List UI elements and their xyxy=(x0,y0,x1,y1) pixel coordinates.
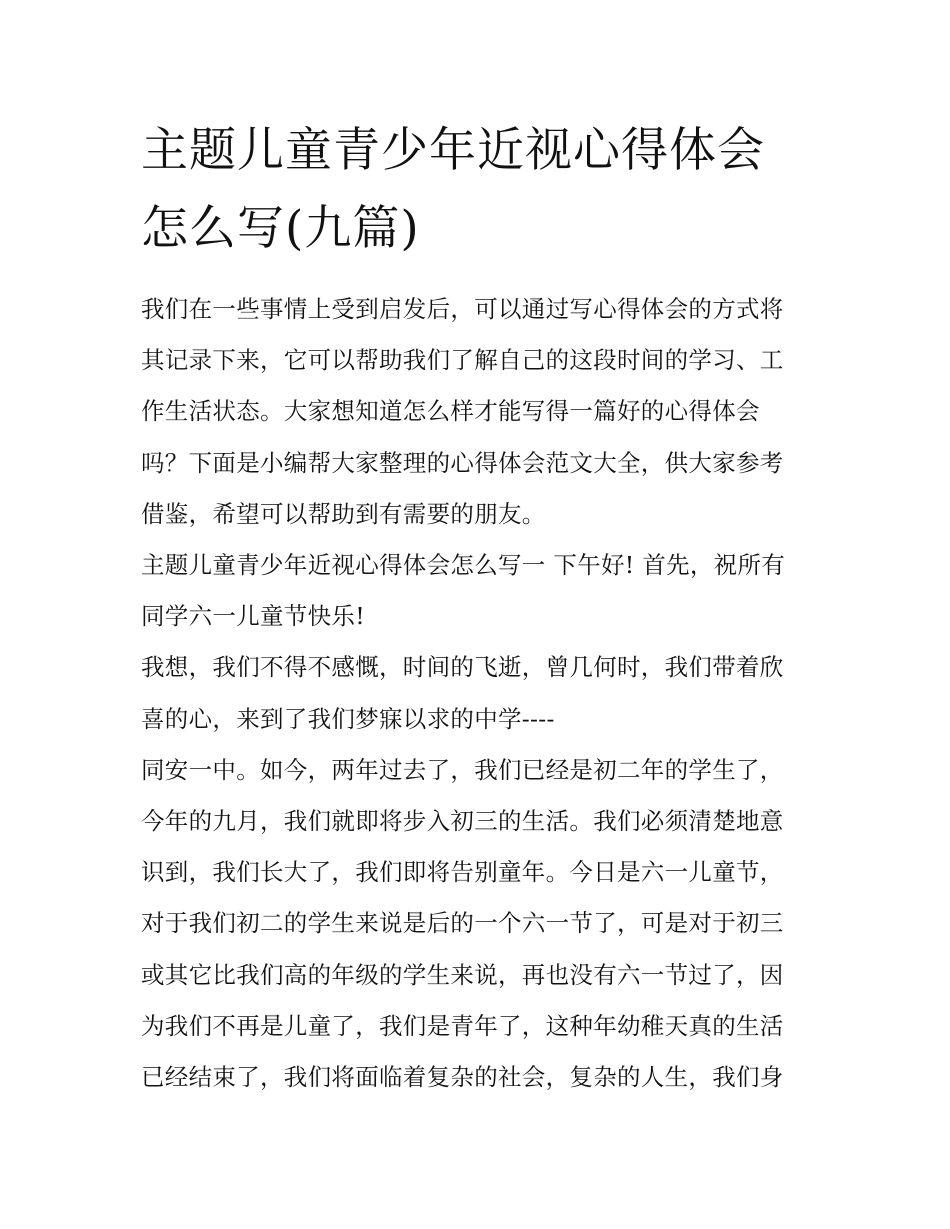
body-line: 借鉴，希望可以帮助到有需要的朋友。 xyxy=(141,499,546,528)
body-line: 识到，我们长大了，我们即将告别童年。今日是六一儿童节， xyxy=(141,858,784,887)
body-line: 已经结束了，我们将面临着复杂的社会，复杂的人生，我们身 xyxy=(141,1063,784,1092)
body-line: 喜的心，来到了我们梦寐以求的中学---- xyxy=(141,704,555,733)
body-line: 同学六一儿童节快乐! xyxy=(141,602,365,631)
body-line: 吗？下面是小编帮大家整理的心得体会范文大全，供大家参考 xyxy=(141,448,784,477)
body-line: 对于我们初二的学生来说是后的一个六一节了，可是对于初三 xyxy=(141,909,784,938)
body-line: 或其它比我们高的年级的学生来说，再也没有六一节过了，因 xyxy=(141,960,784,989)
title-line: 主题儿童青少年近视心得体会 xyxy=(141,123,765,178)
body-line: 今年的九月，我们就即将步入初三的生活。我们必须清楚地意 xyxy=(141,807,784,836)
body-line: 为我们不再是儿童了，我们是青年了，这种年幼稚天真的生活 xyxy=(141,1011,784,1040)
document-content xyxy=(141,112,817,1103)
body-line: 其记录下来，它可以帮助我们了解自己的这段时间的学习、工 xyxy=(141,346,784,375)
document-body xyxy=(141,284,817,1103)
body-line: 我们在一些事情上受到启发后，可以通过写心得体会的方式将 xyxy=(141,295,784,323)
body-line: 我想，我们不得不感慨，时间的飞逝，曾几何时，我们带着欣 xyxy=(141,653,784,682)
title-line: 怎么写(九篇) xyxy=(141,201,420,256)
body-line: 主题儿童青少年近视心得体会怎么写一 下午好! 首先，祝所有 xyxy=(141,551,786,580)
body-line: 同安一中。如今，两年过去了，我们已经是初二年的学生了， xyxy=(141,755,784,784)
document-title xyxy=(141,112,817,268)
body-line: 作生活状态。大家想知道怎么样才能写得一篇好的心得体会 xyxy=(141,397,760,426)
